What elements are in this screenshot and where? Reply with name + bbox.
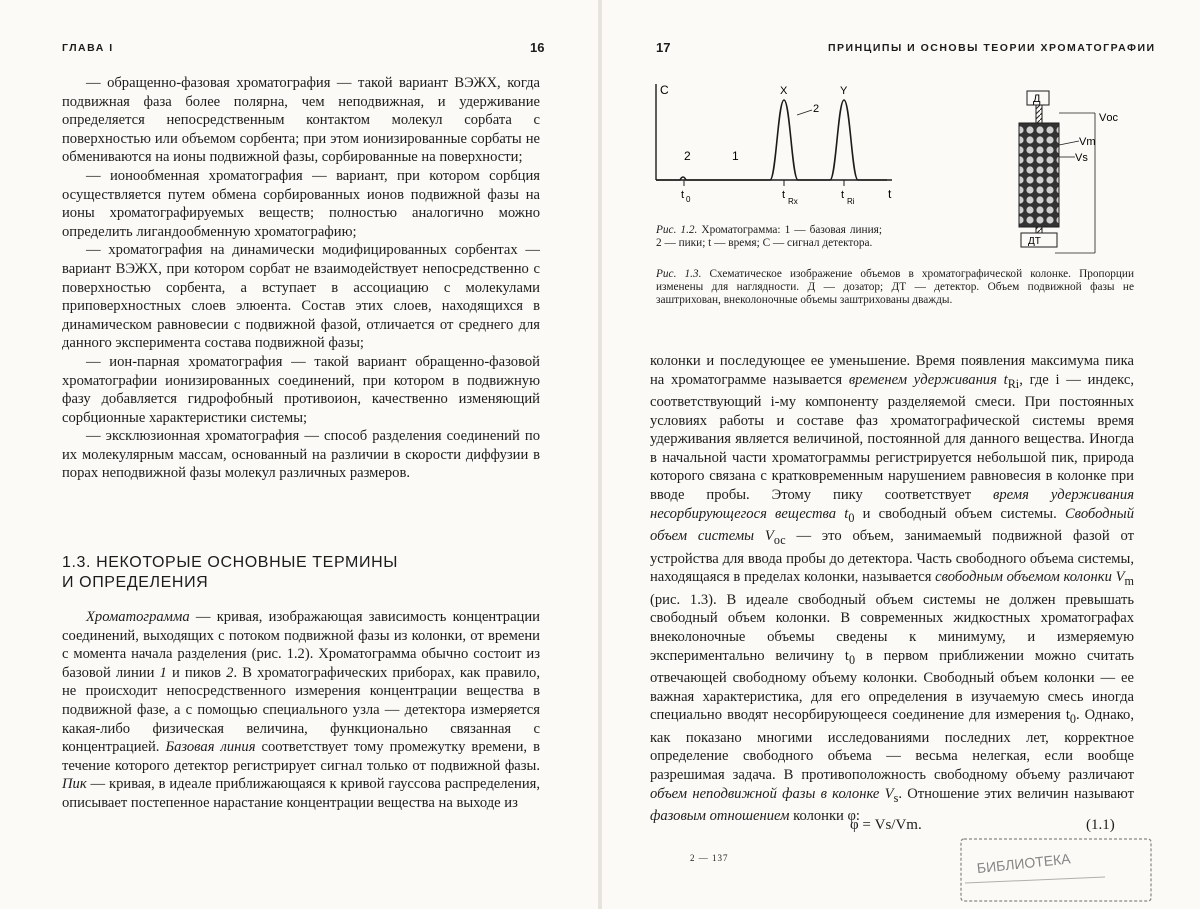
term-system-void-volume: Свободный объем системы — [650, 505, 1134, 545]
term-dead-time: время удерживания несорбирующегося вещества — [650, 487, 1134, 522]
printer-signature: 2 — 137 — [690, 853, 729, 863]
svg-text:0: 0 — [686, 195, 691, 204]
tick-trx: t — [782, 189, 786, 201]
term-peak: Пик — [62, 776, 87, 793]
library-stamp-text: БИБЛИОТЕКА — [976, 850, 1072, 877]
list-item-ion-pair: — ион-парная хроматография — такой вариант обращенно-фазовой хроматографии ионизированных соединений, при котором в подвижную фазу добавляется гидрофобный противоион, качественно изменяющий сорбционные характеристики системы; — [62, 353, 540, 426]
right-column-body: колонки и последующее ее уменьшение. Время появления максимума пика на хроматограмме называется временем удерживания $t_{Ri}$, где i — индекс, соответствующий i-му компоненту разделяемой смеси. При постоянных условиях работы и составе фаз хроматографической системы время удерживания является величиной, постоянной для данного вещества. Иногда в начальной части хроматограммы регистрируется небольшой пик, природа которого связана с кратковременным нарушением равновесия в колонке при вводе пробы. Этому пику соответствует время удерживания несорбирующегося вещества $t_0$ и свободный объем системы. Свободный объем системы $V_{ос}$ — это объем, занимаемый подвижной фазой от устройства для ввода пробы до детектора. Часть свободного объема системы, находящаяся в пределах колонки, называется свободным объемом колонки $V_m$ (рис. 1.3). В идеале свободный объем системы не должен превышать свободный объем колонки. В современных жидкостных хроматографах внеколоночные объемы сведены к минимуму, и измеряемую экспериментально величину $t_0$ в первом приближении можно считать отвечающей свободному объему колонки. Свободный объем колонки — ее важная характеристика, для его определения в изучаемую смесь иногда специально вводят несорбирующееся соединение для измерения $t_0$. Однако, как показано многими исследованиями последних лет, корректное определение свободного объема — весьма нелегкая, если вообще разрешимая задача. В противоположность свободному объему различают объем неподвижной фазы в колонке $V_s$. Отношение этих величин называют фазовым отношением колонки φ: — [650, 353, 1135, 824]
term-column-void-volume: свободным объемом колонки — [935, 569, 1112, 586]
list-item-ion-exchange: — ионообменная хроматография — вариант, при котором сорбция осуществляется путем обмена сорбированных ионов подвижной фазы на ионы хроматографируемых веществ; полностью аналогично можно определить лигандообменную хроматографию; — [62, 167, 540, 240]
section-heading — [62, 553, 562, 593]
definition-chromatogram: Хроматограмма — кривая, изображающая зависимость концентрации соединений, выходящих с потоком подвижной фазы из колонки, от времени с момента начала разделения (рис. 1.2). Хроматограмма обычно состоит из базовой линии 1 и пиков 2. В хроматографических приборах, как правило, не происходит непосредственного измерения концентрации вещества в подвижной фазе, а с помощью специального узла — детектора измеряется какая-либо физическая величина, функционально связанная с концентрацией. Базовая линия соответствует тому промежутку времени, в течение которого детектор регистрирует сигнал только от подвижной фазы. Пик — кривая, в идеале приближающаяся к кривой гауссова распределения, описывает постепенное нарастание концентрации вещества на выходе из — [62, 609, 540, 811]
library-stamp-image — [955, 835, 1165, 907]
running-head-right: ПРИНЦИПЫ И ОСНОВЫ ТЕОРИИ ХРОМАТОГРАФИИ — [828, 42, 1156, 54]
small-peak-label: 2 — [684, 149, 691, 163]
list-item-reversed-phase: — обращенно-фазовая хроматография — такой вариант ВЭЖХ, когда подвижная фаза более полярна, чем неподвижная, и удерживание определяется непосредственным контактом молекул сорбата с поверхностью или объемом сорбента; при этом ионизированные сорбаты не обмениваются на ионы подвижной фазы, сорбированные на поверхности; — [62, 75, 540, 166]
axis-label-t: t — [888, 187, 892, 201]
label-voc: Vос — [1099, 112, 1118, 124]
caption-fig-1-2: Рис. 1.2. Хроматограмма: 1 — базовая линия; 2 — пики; t — время; C — сигнал детектора. — [656, 224, 882, 250]
term-chromatogram: Хроматограмма — [86, 609, 190, 625]
label-detector: ДТ — [1028, 236, 1041, 247]
section-heading-line2: И ОПРЕДЕЛЕНИЯ — [62, 574, 209, 591]
peak-label-x: X — [780, 85, 788, 97]
caption-fig-1-3: Рис. 1.3. Схематическое изображение объемов в хроматографической колонке. Пропорции изменены для наглядности. Д — дозатор; ДТ — детектор. Объем подвижной фазы не заштрихован, внеколоночные объемы заштрихованы дважды. — [656, 268, 1134, 307]
running-head-left: ГЛАВА I — [62, 42, 114, 54]
svg-text:Ri: Ri — [847, 197, 855, 206]
svg-text:Rx: Rx — [788, 197, 798, 206]
term-phase-ratio: фазовым отношением — [650, 808, 790, 824]
tick-t0: t — [681, 189, 685, 201]
list-item-size-exclusion: — эксклюзионная хроматография — способ разделения соединений по их молекулярным массам, основанный на различии в скорости диффузии в порах неподвижной фазы молекул различных размеров. — [62, 428, 540, 482]
list-item-dynamic-modified: — хроматография на динамически модифицированных сорбентах — вариант ВЭЖХ, при котором сорбат не взаимодействует непосредственно с поверхностью сорбента, а вступает в ассоциацию с молекулами приповерхностных слоев элюента. Состав этих слоев, находящихся в динамическом равновесии с подвижной фазой, отличается от среднего для данного эксперимента состава подвижной фазы; — [62, 242, 540, 352]
axis-label-c: C — [660, 83, 669, 97]
term-baseline: Базовая линия — [165, 739, 256, 756]
tick-tri: t — [841, 189, 845, 201]
section-heading-line1: 1.3. НЕКОТОРЫЕ ОСНОВНЫЕ ТЕРМИНЫ — [62, 554, 398, 571]
baseline-label: 1 — [732, 149, 739, 163]
figure-chromatogram — [652, 80, 902, 215]
label-vm: Vm — [1079, 136, 1096, 148]
term-retention-time: временем удерживания — [848, 371, 997, 388]
page-number-left: 16 — [530, 40, 545, 55]
peak-label-y: Y — [840, 85, 848, 97]
page-number-right: 17 — [656, 40, 671, 55]
left-column-list — [62, 74, 540, 483]
equation-1-1: φ = Vs/Vm. — [850, 817, 922, 833]
label-doser: Д — [1033, 93, 1041, 105]
peak-pointer-label: 2 — [813, 103, 820, 115]
equation-number: (1.1) — [1086, 817, 1115, 833]
label-vs: Vs — [1075, 152, 1088, 164]
term-stationary-volume: объем неподвижной фазы в колонке — [650, 785, 880, 802]
figure-column-schematic — [995, 85, 1135, 265]
